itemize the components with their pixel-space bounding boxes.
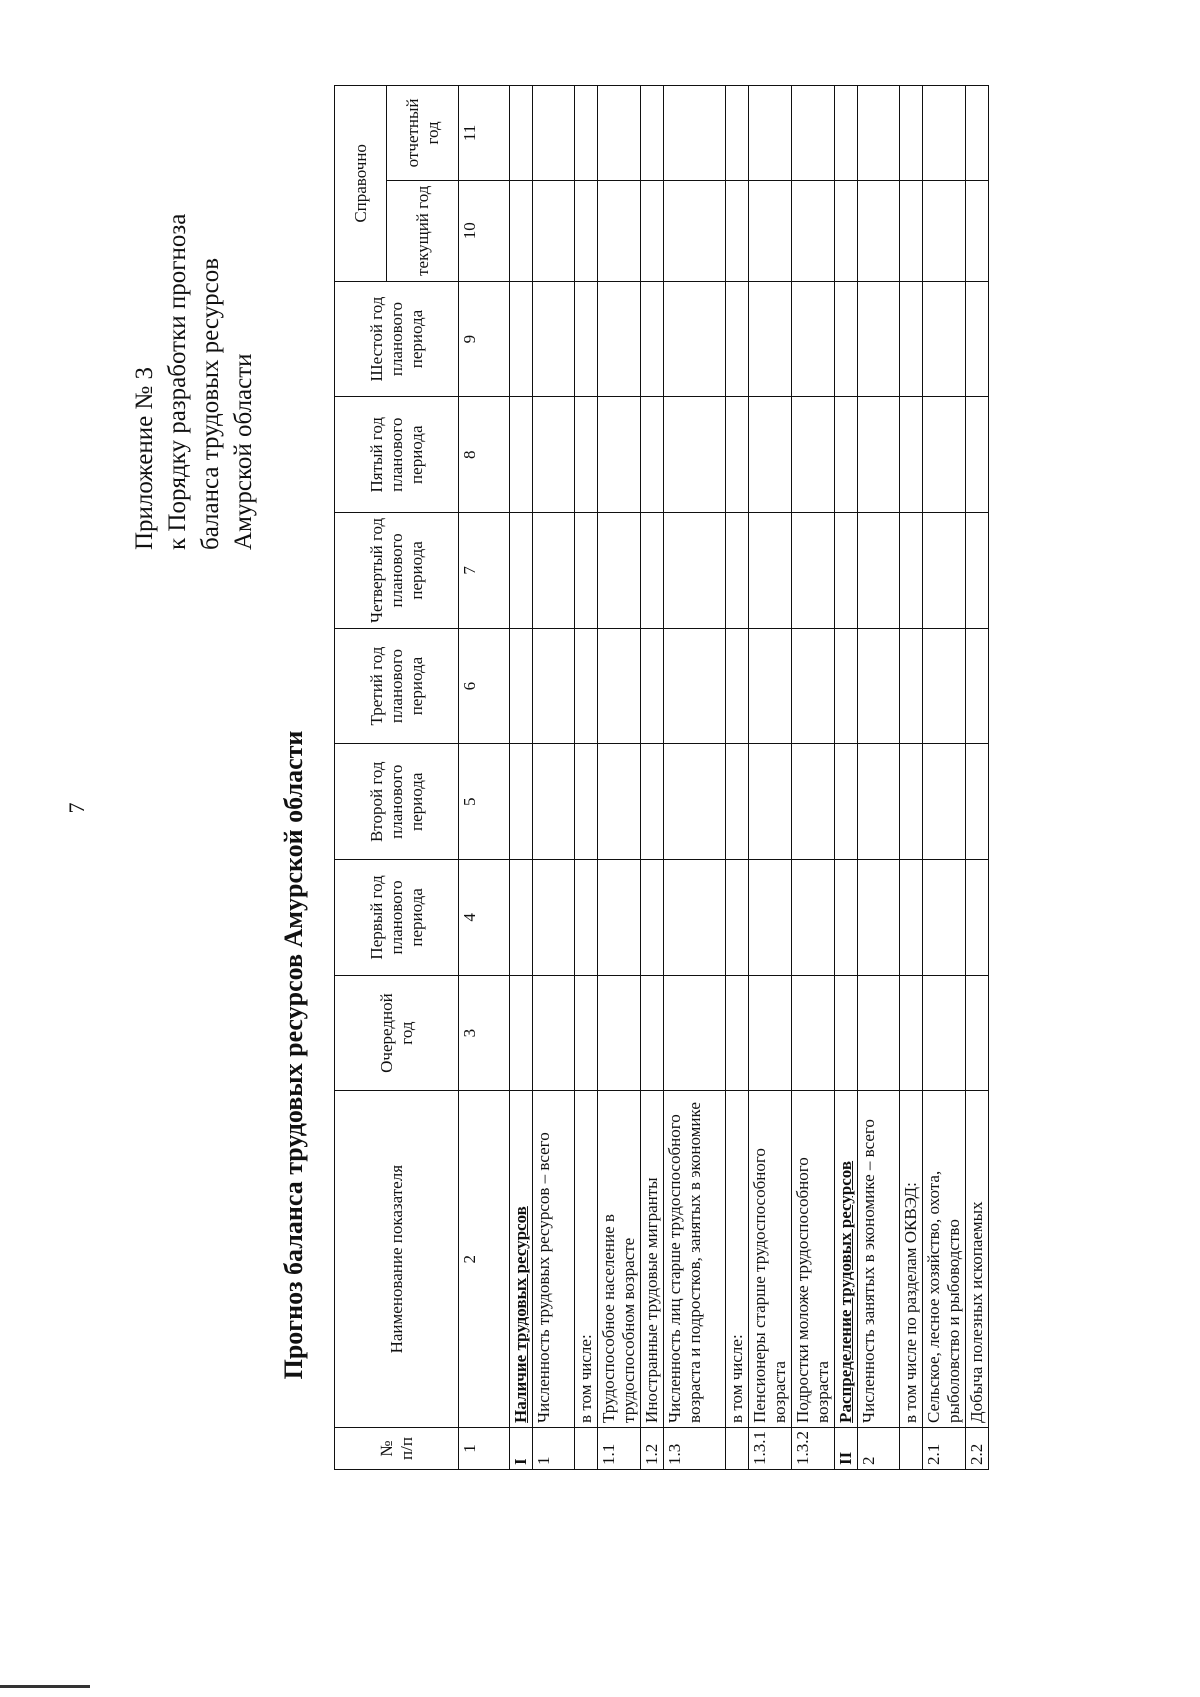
- indicator-name-cell: Сельское, лесное хозяйство, охота, рыболовство и рыбоводство: [923, 1091, 966, 1428]
- value-cell: [726, 180, 749, 281]
- value-cell: [575, 86, 598, 181]
- value-cell: [966, 281, 989, 397]
- value-cell: [510, 744, 533, 860]
- value-cell: [792, 975, 835, 1091]
- value-cell: [726, 281, 749, 397]
- value-cell: [835, 397, 858, 513]
- value-cell: [923, 281, 966, 397]
- scan-edge-line: [0, 1685, 90, 1688]
- table-row: [598, 86, 641, 1470]
- indicator-name-cell: Иностранные трудовые мигранты: [641, 1091, 664, 1428]
- indicator-name-cell: Добыча полезных ископаемых: [966, 1091, 989, 1428]
- column-number-cell: 2: [459, 1091, 510, 1428]
- value-cell: [900, 397, 923, 513]
- value-cell: [900, 180, 923, 281]
- appendix-note: [128, 0, 268, 550]
- value-cell: [858, 281, 900, 397]
- value-cell: [726, 513, 749, 629]
- value-cell: [900, 628, 923, 744]
- value-cell: [726, 628, 749, 744]
- row-number-cell: [726, 1427, 749, 1469]
- value-cell: [510, 860, 533, 976]
- value-cell: [533, 744, 575, 860]
- value-cell: [749, 628, 792, 744]
- row-number-cell: [900, 1427, 923, 1469]
- value-cell: [858, 860, 900, 976]
- value-cell: [726, 397, 749, 513]
- value-cell: [900, 281, 923, 397]
- column-number-cell: 7: [459, 513, 510, 629]
- value-cell: [510, 397, 533, 513]
- value-cell: [900, 975, 923, 1091]
- value-cell: [533, 628, 575, 744]
- column-number-cell: 4: [459, 860, 510, 976]
- value-cell: [923, 397, 966, 513]
- value-cell: [858, 397, 900, 513]
- row-number-cell: [575, 1427, 598, 1469]
- value-cell: [533, 975, 575, 1091]
- table-row: [726, 86, 749, 1470]
- column-number-cell: 11: [459, 86, 510, 181]
- table-row: [533, 86, 575, 1470]
- value-cell: [966, 180, 989, 281]
- value-cell: [726, 860, 749, 976]
- value-cell: [641, 86, 664, 181]
- header-no: № п/п: [335, 1427, 459, 1469]
- value-cell: [923, 628, 966, 744]
- value-cell: [664, 860, 726, 976]
- table-row: [510, 86, 533, 1470]
- value-cell: [835, 744, 858, 860]
- value-cell: [664, 513, 726, 629]
- table-row: [858, 86, 900, 1470]
- header-year-3: Третий год планового периода: [335, 628, 459, 744]
- header-current-year: текущий год: [387, 180, 459, 281]
- value-cell: [792, 744, 835, 860]
- column-number-cell: 9: [459, 281, 510, 397]
- value-cell: [835, 86, 858, 181]
- header-year-2: Второй год планового периода: [335, 744, 459, 860]
- value-cell: [966, 628, 989, 744]
- value-cell: [858, 86, 900, 181]
- column-number-cell: 1: [459, 1427, 510, 1469]
- value-cell: [598, 975, 641, 1091]
- value-cell: [835, 513, 858, 629]
- value-cell: [664, 397, 726, 513]
- value-cell: [533, 860, 575, 976]
- row-number-cell: 2.2: [966, 1427, 989, 1469]
- value-cell: [858, 628, 900, 744]
- row-number-cell: 1.3.1: [749, 1427, 792, 1469]
- value-cell: [664, 281, 726, 397]
- row-number-cell: 1.3.2: [792, 1427, 835, 1469]
- table-row: [835, 86, 858, 1470]
- value-cell: [792, 86, 835, 181]
- value-cell: [749, 86, 792, 181]
- value-cell: [575, 860, 598, 976]
- value-cell: [598, 397, 641, 513]
- row-number-cell: II: [835, 1427, 858, 1469]
- value-cell: [533, 397, 575, 513]
- value-cell: [510, 628, 533, 744]
- value-cell: [598, 744, 641, 860]
- table-row: [900, 86, 923, 1470]
- value-cell: [923, 744, 966, 860]
- column-number-cell: 5: [459, 744, 510, 860]
- value-cell: [664, 86, 726, 181]
- value-cell: [966, 860, 989, 976]
- table-row: [792, 86, 835, 1470]
- value-cell: [792, 628, 835, 744]
- indicator-name-cell: Численность лиц старше трудоспособного возраста и подростков, занятых в экономике: [664, 1091, 726, 1428]
- value-cell: [641, 628, 664, 744]
- value-cell: [641, 860, 664, 976]
- indicator-name-cell: в том числе по разделам ОКВЭД:: [900, 1091, 923, 1428]
- row-number-cell: 1.3: [664, 1427, 726, 1469]
- value-cell: [900, 860, 923, 976]
- value-cell: [792, 397, 835, 513]
- value-cell: [575, 744, 598, 860]
- table-row: [575, 86, 598, 1470]
- value-cell: [900, 744, 923, 860]
- value-cell: [575, 180, 598, 281]
- value-cell: [749, 397, 792, 513]
- column-number-cell: 8: [459, 397, 510, 513]
- row-number-cell: 1.1: [598, 1427, 641, 1469]
- column-numbers-row: [459, 86, 510, 1470]
- indicator-name-cell: Подростки моложе трудоспособного возраста: [792, 1091, 835, 1428]
- value-cell: [858, 513, 900, 629]
- value-cell: [966, 86, 989, 181]
- value-cell: [792, 180, 835, 281]
- value-cell: [510, 281, 533, 397]
- value-cell: [641, 397, 664, 513]
- value-cell: [749, 860, 792, 976]
- value-cell: [575, 975, 598, 1091]
- table-row: [641, 86, 664, 1470]
- indicator-name-cell: Наличие трудовых ресурсов: [510, 1091, 533, 1428]
- value-cell: [923, 860, 966, 976]
- value-cell: [598, 281, 641, 397]
- header-year-6: Шестой год планового периода: [335, 281, 459, 397]
- value-cell: [641, 744, 664, 860]
- value-cell: [749, 180, 792, 281]
- value-cell: [598, 86, 641, 181]
- value-cell: [792, 860, 835, 976]
- indicator-name-cell: в том числе:: [726, 1091, 749, 1428]
- value-cell: [510, 975, 533, 1091]
- header-reference: Справочно: [335, 86, 387, 282]
- value-cell: [664, 180, 726, 281]
- indicator-name-cell: Пенсионеры старше трудоспособного возраста: [749, 1091, 792, 1428]
- value-cell: [641, 180, 664, 281]
- appendix-line: к Порядку разработки прогноза: [164, 213, 191, 550]
- value-cell: [792, 281, 835, 397]
- value-cell: [641, 513, 664, 629]
- value-cell: [510, 180, 533, 281]
- column-number-cell: 6: [459, 628, 510, 744]
- value-cell: [726, 744, 749, 860]
- value-cell: [792, 513, 835, 629]
- forecast-table-wrapper: [334, 85, 989, 1470]
- value-cell: [923, 513, 966, 629]
- value-cell: [533, 86, 575, 181]
- value-cell: [641, 975, 664, 1091]
- value-cell: [726, 86, 749, 181]
- table-row: [923, 86, 966, 1470]
- indicator-name-cell: Численность занятых в экономике – всего: [858, 1091, 900, 1428]
- header-reported-year: отчетный год: [387, 86, 459, 181]
- value-cell: [575, 513, 598, 629]
- table-body: [335, 86, 989, 1470]
- value-cell: [510, 513, 533, 629]
- value-cell: [966, 397, 989, 513]
- header-name: Наименование показателя: [335, 1091, 459, 1428]
- value-cell: [923, 975, 966, 1091]
- header-year-4: Четвертый год планового периода: [335, 513, 459, 629]
- indicator-name-cell: в том числе:: [575, 1091, 598, 1428]
- value-cell: [575, 281, 598, 397]
- indicator-name-cell: Численность трудовых ресурсов – всего: [533, 1091, 575, 1428]
- appendix-line: баланса трудовых ресурсов: [197, 257, 224, 550]
- page-number: 7: [64, 802, 89, 814]
- appendix-line: Амурской области: [230, 353, 257, 550]
- header-next-year: Очередной год: [335, 975, 459, 1091]
- table-row: [664, 86, 726, 1470]
- value-cell: [641, 281, 664, 397]
- forecast-table: [334, 85, 989, 1470]
- value-cell: [598, 860, 641, 976]
- table-row: [966, 86, 989, 1470]
- value-cell: [835, 281, 858, 397]
- row-number-cell: I: [510, 1427, 533, 1469]
- value-cell: [858, 180, 900, 281]
- value-cell: [835, 975, 858, 1091]
- table-row: [749, 86, 792, 1470]
- value-cell: [749, 744, 792, 860]
- header-year-5: Пятый год планового периода: [335, 397, 459, 513]
- value-cell: [966, 744, 989, 860]
- value-cell: [900, 513, 923, 629]
- value-cell: [858, 744, 900, 860]
- header-year-1: Первый год планового периода: [335, 860, 459, 976]
- value-cell: [835, 860, 858, 976]
- column-number-cell: 10: [459, 180, 510, 281]
- row-number-cell: 2.1: [923, 1427, 966, 1469]
- value-cell: [598, 513, 641, 629]
- row-number-cell: 2: [858, 1427, 900, 1469]
- value-cell: [598, 628, 641, 744]
- document-title: Прогноз баланса трудовых ресурсов Амурской области: [279, 730, 308, 1380]
- value-cell: [726, 975, 749, 1091]
- indicator-name-cell: Распределение трудовых ресурсов: [835, 1091, 858, 1428]
- value-cell: [598, 180, 641, 281]
- value-cell: [835, 628, 858, 744]
- value-cell: [749, 975, 792, 1091]
- value-cell: [966, 513, 989, 629]
- value-cell: [575, 397, 598, 513]
- value-cell: [533, 281, 575, 397]
- value-cell: [858, 975, 900, 1091]
- indicator-name-cell: Трудоспособное население в трудоспособном возрасте: [598, 1091, 641, 1428]
- value-cell: [900, 86, 923, 181]
- value-cell: [664, 744, 726, 860]
- value-cell: [923, 86, 966, 181]
- appendix-line: Приложение № 3: [131, 366, 158, 550]
- value-cell: [575, 628, 598, 744]
- value-cell: [510, 86, 533, 181]
- value-cell: [664, 628, 726, 744]
- value-cell: [533, 513, 575, 629]
- row-number-cell: 1.2: [641, 1427, 664, 1469]
- column-number-cell: 3: [459, 975, 510, 1091]
- value-cell: [533, 180, 575, 281]
- value-cell: [664, 975, 726, 1091]
- value-cell: [966, 975, 989, 1091]
- row-number-cell: 1: [533, 1427, 575, 1469]
- value-cell: [923, 180, 966, 281]
- value-cell: [749, 513, 792, 629]
- value-cell: [749, 281, 792, 397]
- value-cell: [835, 180, 858, 281]
